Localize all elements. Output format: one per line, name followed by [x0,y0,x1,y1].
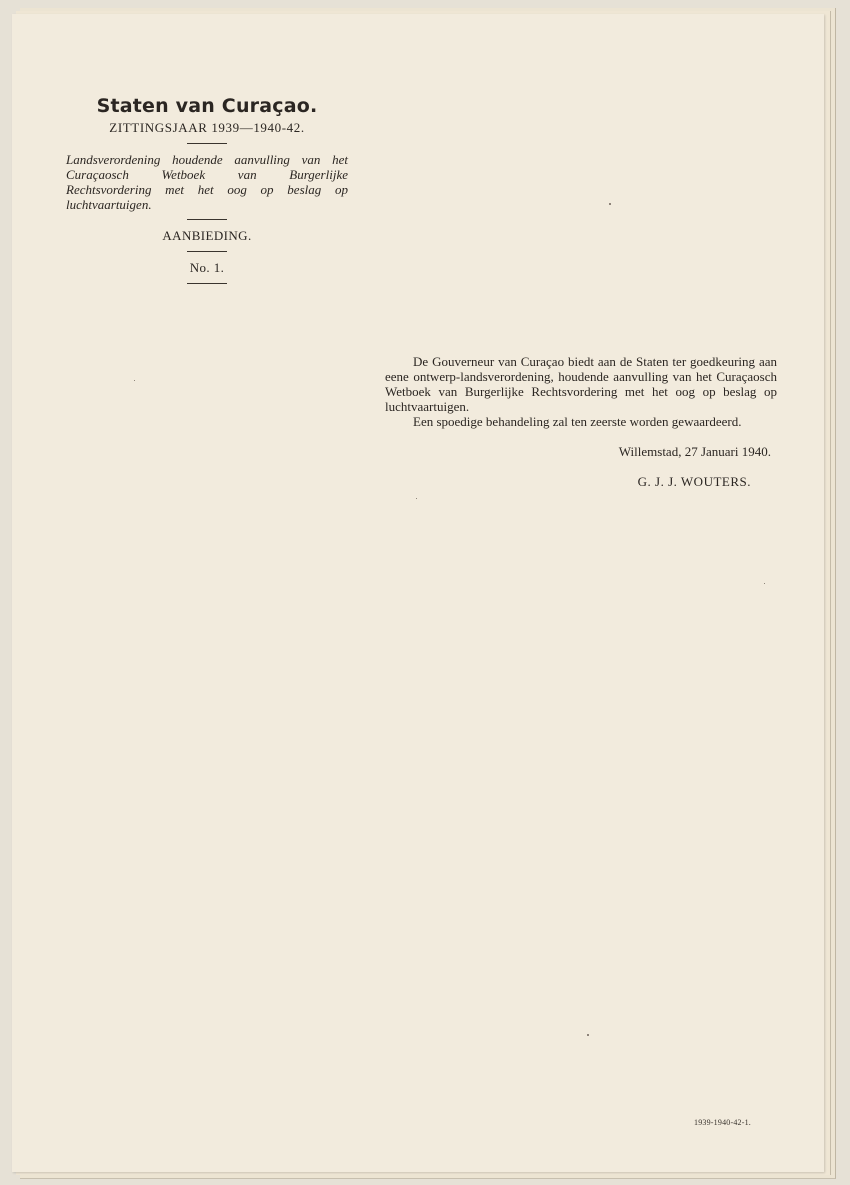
divider-rule [187,251,227,252]
paper-speck [416,498,417,499]
divider-rule [187,219,227,220]
paper-speck [134,380,135,381]
paper-speck [587,1034,589,1036]
divider-rule [187,283,227,284]
divider-rule [187,143,227,144]
document-type: AANBIEDING. [162,228,252,243]
place-and-date: Willemstad, 27 Januari 1940. [618,444,771,459]
paper-speck [764,583,765,584]
document-number: No. 1. [189,260,225,275]
body-block [385,354,777,489]
body-paragraph-2: Een spoedige behandeling zal ten zeerste worden gewaardeerd. [413,414,742,429]
header-block [62,94,352,292]
subject-description: Landsverordening houdende aanvulling van het Curaçaosch Wetboek van Burgerlijke Rechtsvordering met het oog op beslag op luchtvaartuigen. [66,152,348,212]
signatory-name: G. J. J. WOUTERS. [637,474,751,489]
body-paragraph-1: De Gouverneur van Curaçao biedt aan de Staten ter goedkeuring aan eene ontwerp-landsverordening, houdende aanvulling van het Curaçaosch Wetboek van Burgerlijke Rechtsvordering met het oog op beslag op luchtvaartuigen. [385,354,777,414]
document-page [12,14,824,1172]
session-year: ZITTINGSJAAR 1939—1940-42. [109,120,305,135]
document-title: Staten van Curaçao. [96,95,318,117]
footer-document-code: 1939-1940-42-1. [694,1118,751,1127]
paper-speck [609,203,611,205]
